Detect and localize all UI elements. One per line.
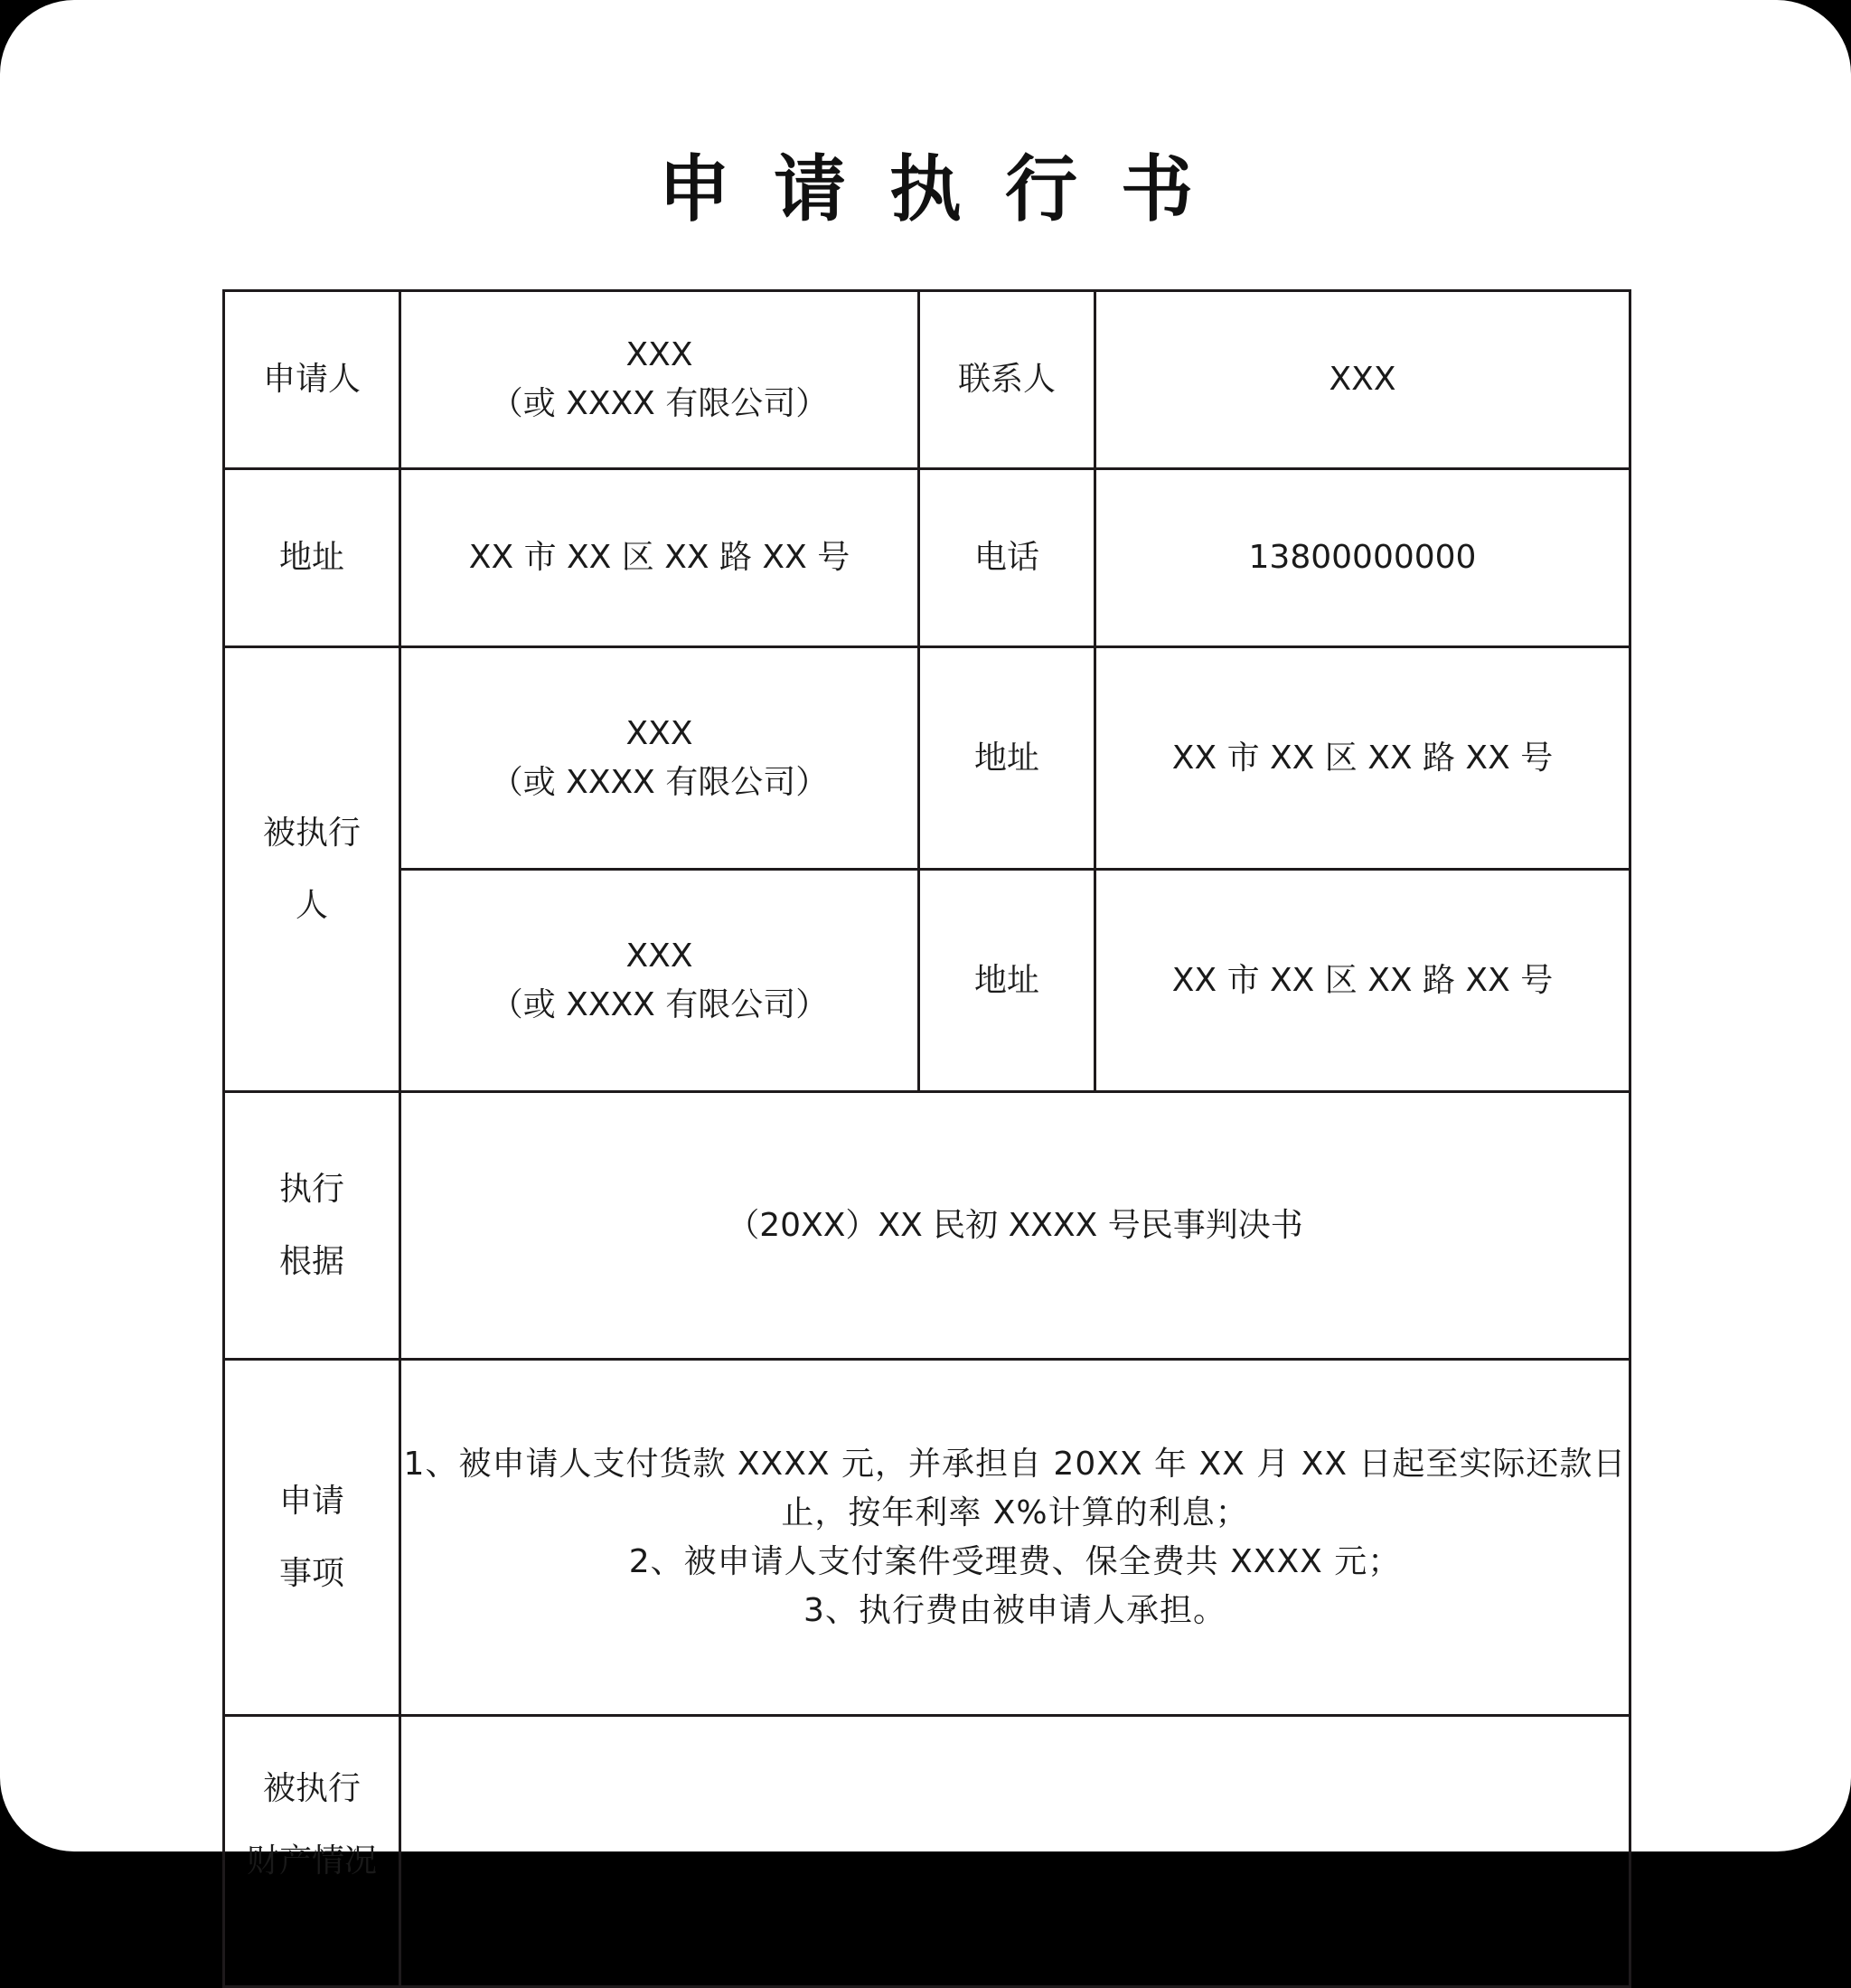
property-label <box>224 1716 400 1987</box>
applicant-name-cell[interactable] <box>400 291 919 469</box>
enforcement-application-form <box>222 289 1631 1988</box>
basis-value[interactable]: （20XX）XX 民初 XXXX 号民事判决书 <box>400 1092 1630 1360</box>
basis-row <box>224 1092 1630 1360</box>
applicant-name: XXX <box>625 336 693 373</box>
applicant-address-row <box>224 469 1630 647</box>
property-row <box>224 1716 1630 1987</box>
respondent-2-address-label: 地址 <box>919 870 1095 1092</box>
respondent-label-line2: 人 <box>295 886 328 924</box>
phone-value[interactable]: 13800000000 <box>1095 469 1630 647</box>
contact-value[interactable]: XXX <box>1095 291 1630 469</box>
basis-label <box>224 1092 400 1360</box>
requests-label-line1: 申请 <box>278 1482 344 1520</box>
respondent-label-line1: 被执行 <box>262 814 361 852</box>
respondent-1-address-value[interactable]: XX 市 XX 区 XX 路 XX 号 <box>1095 647 1630 870</box>
applicant-row <box>224 291 1630 469</box>
applicant-address-value[interactable]: XX 市 XX 区 XX 路 XX 号 <box>400 469 919 647</box>
respondent-2-name-cell[interactable] <box>400 870 919 1092</box>
basis-label-line2: 根据 <box>278 1242 344 1280</box>
document-title: 申请执行书 <box>658 147 1236 231</box>
requests-content[interactable] <box>400 1360 1630 1716</box>
applicant-company: （或 XXXX 有限公司） <box>490 385 829 422</box>
property-label-line2: 财产情况 <box>246 1842 377 1880</box>
respondent-1-address-label: 地址 <box>919 647 1095 870</box>
respondent-2-address-value[interactable]: XX 市 XX 区 XX 路 XX 号 <box>1095 870 1630 1092</box>
requests-label-line2: 事项 <box>278 1554 344 1592</box>
requests-label <box>224 1360 400 1716</box>
respondent-row-2 <box>224 870 1630 1092</box>
respondent-row-1 <box>224 647 1630 870</box>
request-item-2: 2、被申请人支付案件受理费、保全费共 XXXX 元； <box>628 1542 1402 1580</box>
request-item-3: 3、执行费由被申请人承担。 <box>803 1591 1226 1629</box>
respondent-1-company: （或 XXXX 有限公司） <box>490 763 829 801</box>
contact-label: 联系人 <box>919 291 1095 469</box>
property-value[interactable] <box>400 1716 1630 1987</box>
applicant-address-label: 地址 <box>224 469 400 647</box>
phone-label: 电话 <box>919 469 1095 647</box>
applicant-label: 申请人 <box>224 291 400 469</box>
requests-row <box>224 1360 1630 1716</box>
respondent-label <box>224 647 400 1092</box>
request-item-1: 1、被申请人支付货款 XXXX 元，并承担自 20XX 年 XX 月 XX 日起至实际还款日止，按年利率 X%计算的利息； <box>403 1445 1627 1531</box>
respondent-1-name: XXX <box>625 714 693 752</box>
property-label-line1: 被执行 <box>262 1770 361 1807</box>
basis-label-line1: 执行 <box>278 1170 344 1208</box>
respondent-2-company: （或 XXXX 有限公司） <box>490 985 829 1023</box>
respondent-1-name-cell[interactable] <box>400 647 919 870</box>
respondent-2-name: XXX <box>625 937 693 975</box>
